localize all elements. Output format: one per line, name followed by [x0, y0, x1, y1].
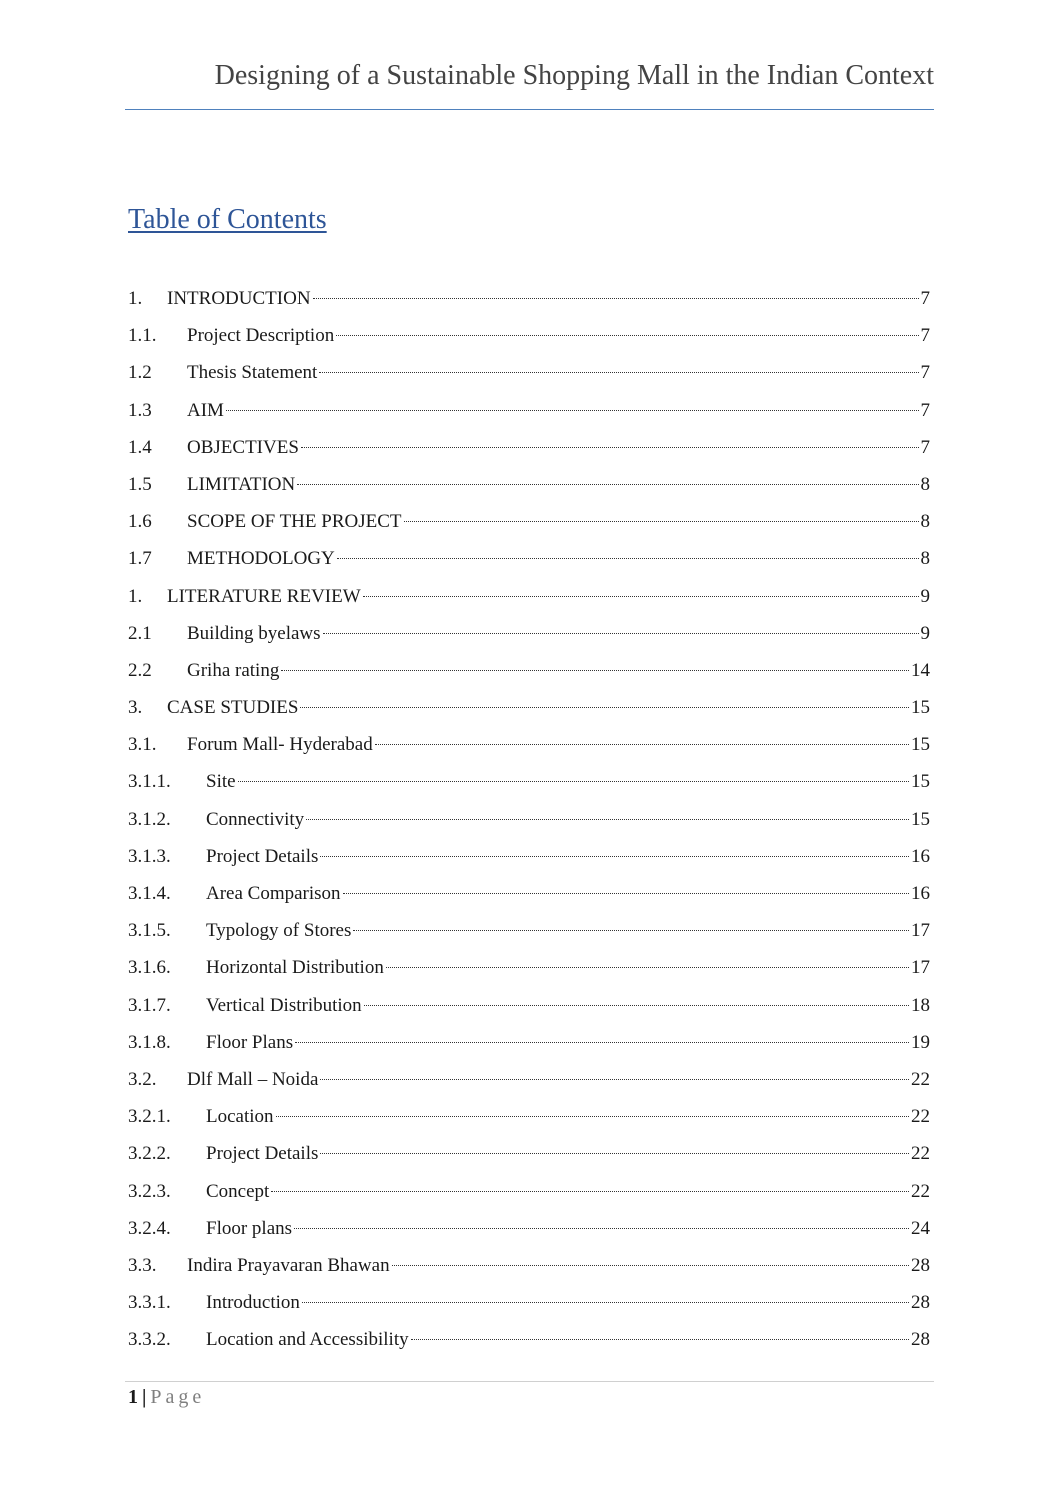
toc-entry-page[interactable]: 22: [911, 1106, 930, 1128]
toc-entry-number: 3.1.6.: [128, 957, 171, 979]
toc-entry-label[interactable]: Area Comparison: [206, 883, 341, 904]
toc-dot-leader: [276, 1116, 909, 1117]
toc-entry-page[interactable]: 8: [920, 473, 930, 495]
toc-entry-label[interactable]: Floor plans: [206, 1217, 293, 1239]
toc-entry-number: 1.7: [128, 548, 152, 570]
toc-dot-leader: [302, 1302, 909, 1303]
toc-entry-label[interactable]: LITERATURE REVIEW: [167, 585, 361, 607]
toc-entry[interactable]: [128, 540, 930, 577]
toc-entry-page[interactable]: 15: [911, 771, 930, 793]
toc-entry-number: 3.3.2.: [128, 1329, 171, 1351]
toc-entry-page[interactable]: 7: [920, 362, 930, 384]
toc-entry[interactable]: [128, 875, 930, 912]
toc-entry-label[interactable]: Thesis Statement: [187, 362, 318, 384]
toc-entry-number: 3.1.4.: [128, 883, 171, 904]
toc-entry-label[interactable]: Indira Prayavaran Bhawan: [187, 1254, 390, 1276]
toc-entry-label[interactable]: Vertical Distribution: [206, 994, 362, 1016]
toc-entry-label[interactable]: INTRODUCTION: [167, 288, 311, 309]
toc-entry-number: 3.1.5.: [128, 920, 171, 942]
toc-entry-label[interactable]: Floor Plans: [206, 1031, 294, 1053]
toc-entry-number: 1.: [128, 585, 143, 607]
toc-entry-label[interactable]: Introduction: [206, 1292, 300, 1314]
toc-entry-label[interactable]: OBJECTIVES: [187, 436, 299, 458]
toc-list: [128, 280, 930, 1358]
toc-entry[interactable]: [128, 1024, 930, 1061]
toc-entry[interactable]: [128, 429, 930, 466]
toc-entry-label[interactable]: Location: [206, 1106, 274, 1128]
toc-entry-page[interactable]: 15: [911, 734, 930, 756]
toc-dot-leader: [297, 484, 918, 485]
toc-dot-leader: [313, 298, 919, 299]
toc-entry-label[interactable]: Location and Accessibility: [206, 1329, 409, 1351]
toc-dot-leader: [392, 1265, 909, 1266]
toc-dot-leader: [404, 521, 919, 522]
toc-entry-number: 3.2.2.: [128, 1143, 171, 1165]
toc-entry-label[interactable]: Typology of Stores: [206, 920, 352, 942]
toc-entry[interactable]: [128, 317, 930, 354]
toc-entry[interactable]: [128, 1098, 930, 1135]
toc-dot-leader: [323, 633, 919, 634]
toc-entry-number: 2.2: [128, 659, 152, 681]
toc-entry[interactable]: [128, 1284, 930, 1321]
toc-entry-page[interactable]: 15: [911, 697, 930, 719]
toc-entry[interactable]: [128, 801, 930, 838]
toc-entry-page[interactable]: 22: [911, 1068, 930, 1090]
toc-entry-number: 3.1.8.: [128, 1031, 171, 1053]
toc-entry-page[interactable]: 9: [920, 585, 930, 607]
toc-entry-page[interactable]: 28: [911, 1254, 930, 1276]
toc-entry[interactable]: [128, 1173, 930, 1210]
toc-dot-leader: [226, 410, 919, 411]
toc-dot-leader: [281, 670, 909, 671]
toc-entry-number: 1.1.: [128, 325, 157, 347]
toc-entry-page[interactable]: 28: [911, 1329, 930, 1351]
toc-entry-page[interactable]: 14: [911, 659, 930, 681]
toc-entry-number: 3.1.2.: [128, 808, 171, 830]
toc-entry-number: 3.2.: [128, 1068, 157, 1090]
header-divider: [125, 109, 934, 110]
toc-dot-leader: [336, 335, 918, 336]
toc-entry-number: 1.3: [128, 399, 152, 421]
footer-page-label: Page: [150, 1386, 206, 1408]
toc-entry-page[interactable]: 17: [911, 957, 930, 979]
toc-entry-number: 3.2.1.: [128, 1106, 171, 1128]
toc-entry-page[interactable]: 18: [911, 994, 930, 1016]
toc-entry-label[interactable]: Concept: [206, 1180, 270, 1202]
toc-entry[interactable]: [128, 1210, 930, 1247]
toc-dot-leader: [300, 707, 909, 708]
toc-entry-page[interactable]: 7: [920, 436, 930, 458]
document-header-title: Designing of a Sustainable Shopping Mall in the Indian Context: [214, 60, 934, 91]
toc-entry-label[interactable]: Griha rating: [187, 659, 280, 681]
toc-entry-number: 3.: [128, 697, 143, 719]
toc-entry-page[interactable]: 8: [920, 548, 930, 570]
toc-entry[interactable]: [128, 949, 930, 986]
toc-entry-page[interactable]: 17: [911, 920, 930, 942]
toc-entry-page[interactable]: 16: [911, 845, 930, 867]
toc-dot-leader: [363, 596, 919, 597]
toc-entry[interactable]: [128, 503, 930, 540]
toc-entry[interactable]: [128, 392, 930, 429]
toc-entry[interactable]: [128, 578, 930, 615]
toc-entry[interactable]: [128, 354, 930, 391]
toc-entry-number: 3.3.: [128, 1254, 157, 1276]
toc-entry-number: 1.4: [128, 436, 152, 458]
toc-entry-number: 1.: [128, 288, 143, 309]
toc-entry-label[interactable]: Dlf Mall – Noida: [187, 1068, 319, 1090]
toc-entry-label[interactable]: Project Description: [187, 325, 335, 347]
toc-entry-label[interactable]: Project Details: [206, 1143, 319, 1165]
toc-entry-number: 1.5: [128, 473, 152, 495]
toc-entry-number: 1.6: [128, 511, 152, 533]
toc-entry-label[interactable]: Site: [206, 771, 236, 793]
toc-entry-label[interactable]: AIM: [187, 399, 224, 421]
toc-entry-page[interactable]: 22: [911, 1143, 930, 1165]
toc-entry[interactable]: [128, 838, 930, 875]
toc-entry-page[interactable]: 7: [920, 325, 930, 347]
footer-page-number: 1: [128, 1386, 138, 1408]
toc-entry[interactable]: [128, 987, 930, 1024]
toc-entry-page[interactable]: 9: [920, 622, 930, 644]
toc-dot-leader: [271, 1191, 909, 1192]
toc-entry-number: 3.3.1.: [128, 1292, 171, 1314]
toc-dot-leader: [320, 1153, 909, 1154]
toc-dot-leader: [320, 1079, 909, 1080]
toc-dot-leader: [238, 781, 909, 782]
toc-dot-leader: [319, 372, 918, 373]
toc-dot-leader: [295, 1042, 909, 1043]
toc-dot-leader: [294, 1228, 909, 1229]
toc-entry-number: 3.1.: [128, 734, 157, 756]
toc-entry-number: 2.1: [128, 622, 152, 644]
toc-entry-number: 1.2: [128, 362, 152, 384]
toc-entry[interactable]: [128, 763, 930, 800]
toc-entry[interactable]: [128, 652, 930, 689]
toc-entry-number: 3.1.1.: [128, 771, 171, 793]
toc-entry[interactable]: [128, 689, 930, 726]
toc-entry-page[interactable]: 22: [911, 1180, 930, 1202]
toc-entry-label[interactable]: CASE STUDIES: [167, 697, 299, 719]
toc-entry-number: 3.2.3.: [128, 1180, 171, 1202]
toc-entry-label[interactable]: Project Details: [206, 845, 319, 867]
toc-entry-page[interactable]: 7: [920, 399, 930, 421]
toc-dot-leader: [353, 930, 909, 931]
toc-entry-number: 3.1.7.: [128, 994, 171, 1016]
toc-entry-label[interactable]: LIMITATION: [187, 473, 296, 495]
toc-dot-leader: [411, 1339, 909, 1340]
toc-entry[interactable]: [128, 615, 930, 652]
toc-entry[interactable]: [128, 466, 930, 503]
toc-dot-leader: [337, 558, 919, 559]
footer-divider: [125, 1381, 934, 1382]
toc-entry[interactable]: [128, 1321, 930, 1358]
toc-entry-label[interactable]: Horizontal Distribution: [206, 957, 384, 979]
toc-entry-label[interactable]: METHODOLOGY: [187, 548, 335, 570]
toc-entry[interactable]: [128, 1061, 930, 1098]
toc-heading[interactable]: Table of Contents: [128, 204, 327, 235]
toc-dot-leader: [320, 856, 909, 857]
toc-dot-leader: [301, 447, 919, 448]
toc-entry-page[interactable]: 19: [911, 1031, 930, 1053]
toc-entry[interactable]: [128, 280, 930, 317]
toc-entry-page[interactable]: 16: [911, 883, 930, 904]
toc-dot-leader: [343, 893, 909, 894]
toc-entry-label[interactable]: SCOPE OF THE PROJECT: [187, 511, 402, 533]
toc-entry-page[interactable]: 28: [911, 1292, 930, 1314]
toc-entry-label[interactable]: Forum Mall- Hyderabad: [187, 734, 373, 756]
toc-dot-leader: [364, 1005, 909, 1006]
toc-entry-number: 3.1.3.: [128, 845, 171, 867]
toc-entry-label[interactable]: Building byelaws: [187, 622, 321, 644]
page-footer: [128, 1386, 205, 1409]
toc-entry-page[interactable]: 7: [920, 288, 930, 309]
toc-entry[interactable]: [128, 1135, 930, 1172]
toc-entry-page[interactable]: 8: [920, 511, 930, 533]
toc-entry-page[interactable]: 24: [911, 1217, 930, 1239]
footer-separator: |: [142, 1386, 147, 1408]
toc-entry[interactable]: [128, 912, 930, 949]
toc-entry[interactable]: [128, 726, 930, 763]
toc-entry[interactable]: [128, 1247, 930, 1284]
toc-entry-number: 3.2.4.: [128, 1217, 171, 1239]
toc-entry-label[interactable]: Connectivity: [206, 808, 305, 830]
toc-entry-page[interactable]: 15: [911, 808, 930, 830]
toc-dot-leader: [386, 967, 909, 968]
toc-dot-leader: [375, 744, 909, 745]
toc-dot-leader: [306, 819, 909, 820]
